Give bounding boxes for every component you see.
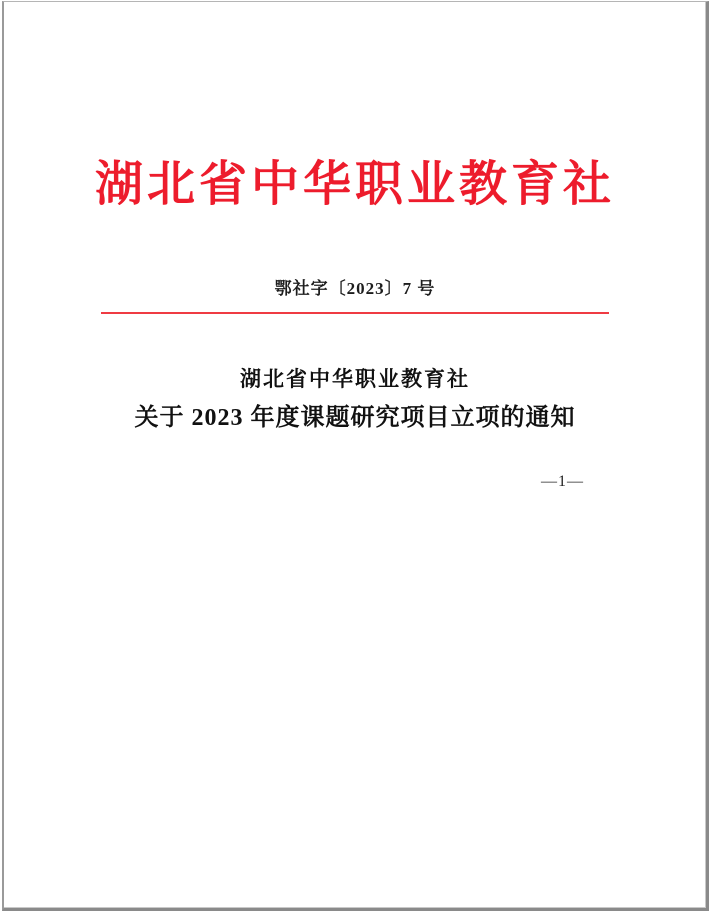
notice-title-line2: 关于 2023 年度课题研究项目立项的通知 <box>134 405 576 431</box>
org-red-header-title: 湖北省中华职业教育社 <box>94 158 615 211</box>
page-number: —1— <box>541 473 584 490</box>
document-number: 鄂社字〔2023〕7 号 <box>274 279 436 298</box>
document-page <box>2 1 709 911</box>
notice-title-line1: 湖北省中华职业教育社 <box>240 367 470 391</box>
red-divider-rule <box>101 312 609 314</box>
